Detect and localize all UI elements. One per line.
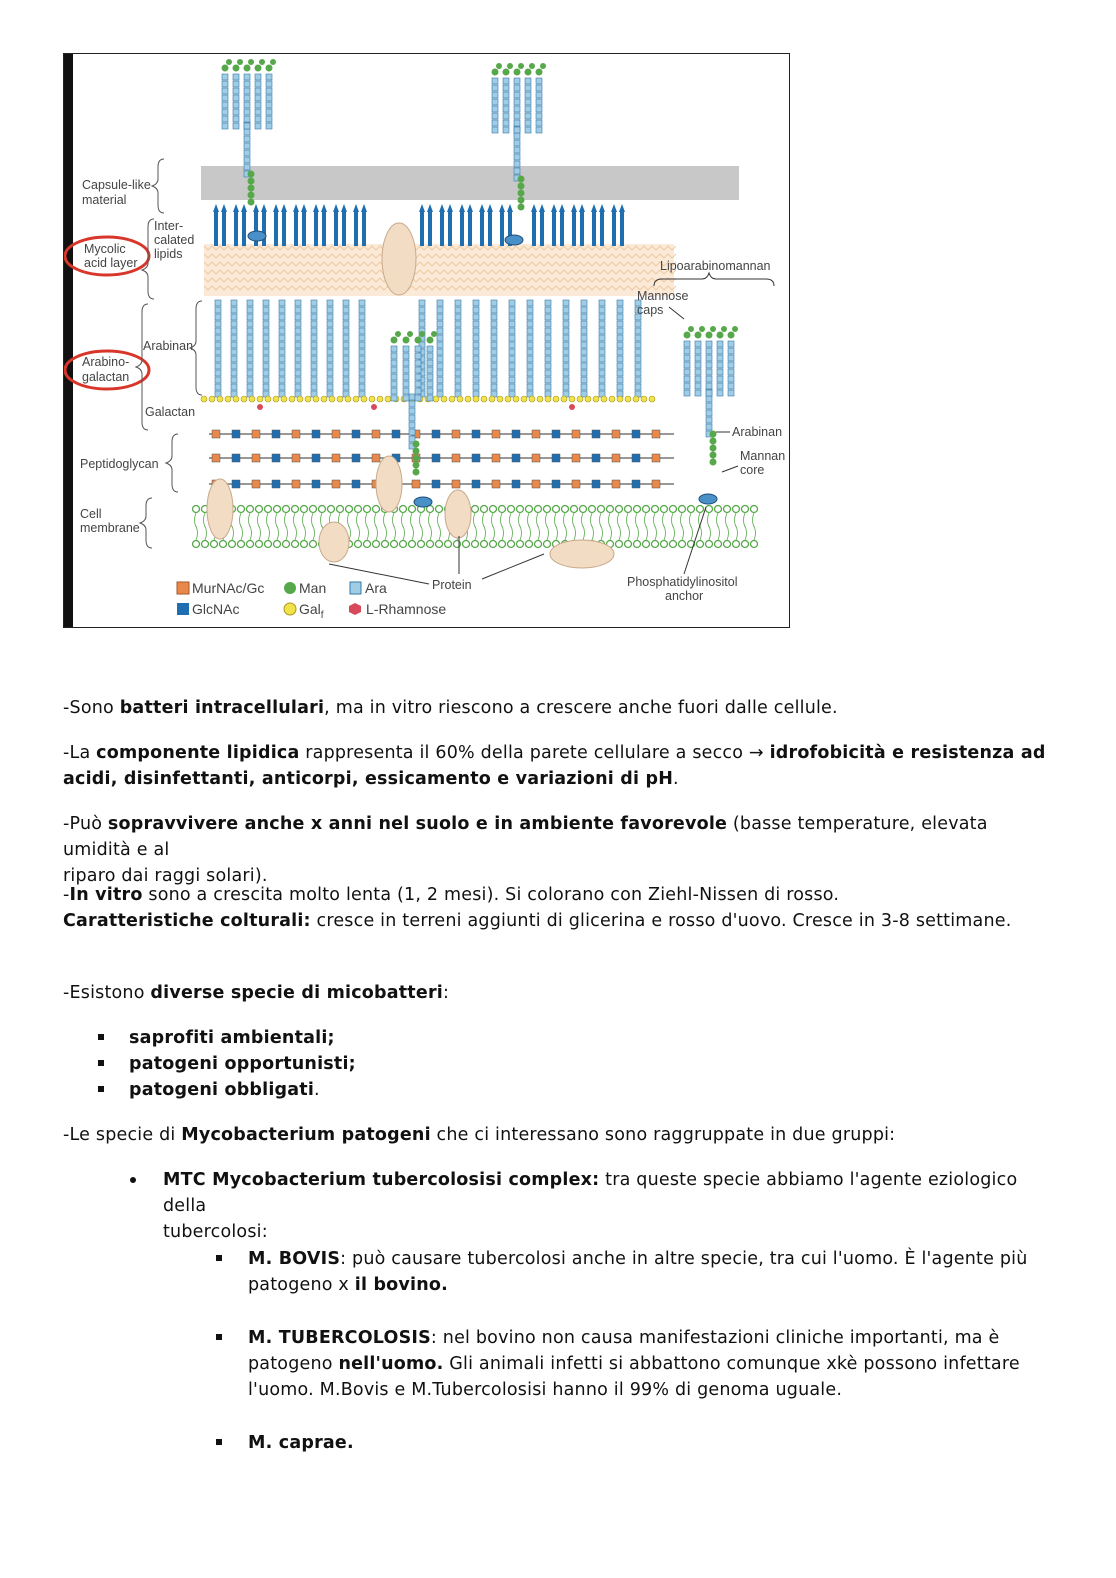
p2-c: rappresenta il 60% della parete cellulare a secco →	[299, 743, 770, 763]
list-item	[129, 1051, 356, 1077]
p1-bold: batteri intracellulari	[119, 698, 325, 718]
bullet-dot	[130, 1177, 136, 1183]
tuberc-f: Gli animali infetti si abbattono comunque xkè possono infettare	[443, 1354, 1020, 1374]
p2-a: -La	[63, 743, 97, 763]
tuberc-c: : nel bovino non causa manifestazioni cliniche importanti, ma è	[430, 1328, 1000, 1348]
paragraph-intracellular	[63, 695, 1050, 721]
paragraph-survival	[63, 811, 1050, 889]
document-body	[63, 0, 1050, 1578]
label-mannose-caps-1: Mannose	[637, 289, 689, 303]
bovis-c: : può causare tubercolosi anche in altre specie, tra cui l'uomo. È l'agente più	[340, 1249, 1028, 1269]
label-phosphatidylinositol-1: Phosphatidylinositol	[627, 575, 738, 589]
label-intercalated-3: lipids	[154, 247, 183, 261]
list-item-mtc	[163, 1167, 1050, 1245]
p3-c: (basse temperature, elevata umidità e al	[63, 814, 988, 860]
list-item	[129, 1025, 335, 1051]
label-intercalated-2: calated	[154, 233, 195, 247]
p5-c: cresce in terreni aggiunti di glicerina e rosso d'uovo. Cresce in 3-8 settimane.	[310, 911, 1012, 931]
list-item-bovis	[248, 1246, 1050, 1298]
label-lipoarabinomannan: Lipoarabinomannan	[660, 259, 771, 273]
label-intercalated-1: Inter-	[154, 219, 184, 233]
legend-galf: Gal$_f$	[299, 601, 324, 621]
p4-c: sono a crescita molto lenta (1, 2 mesi). Si colorano con Ziehl-Nissen di rosso.	[142, 885, 840, 905]
paragraph-pathogens	[63, 1122, 1050, 1148]
label-mycolic-1: Mycolic	[84, 242, 126, 256]
p6-bold: diverse specie di micobatteri	[150, 983, 443, 1003]
p6-c: :	[442, 983, 450, 1003]
label-cell-membrane-2: membrane	[80, 521, 140, 535]
label-phosphatidylinositol-2: anchor	[665, 589, 704, 603]
p4-a: -	[63, 885, 70, 905]
p3-a: -Può	[63, 814, 108, 834]
label-mycolic-2: acid layer	[84, 256, 138, 270]
mtc-d: tubercolosi:	[163, 1222, 268, 1242]
label-cell-membrane-1: Cell	[80, 507, 102, 521]
list-item	[129, 1077, 320, 1103]
mtc-c: tra queste specie abbiamo l'agente eziologico della	[163, 1170, 1018, 1216]
bullet-square-caprae	[216, 1439, 222, 1445]
bovis-bold-2: il bovino.	[354, 1275, 448, 1295]
label-arabinan-right: Arabinan	[732, 425, 783, 439]
p7-a: -Le specie di	[63, 1125, 182, 1145]
label-mannan-core-1: Mannan	[740, 449, 786, 463]
p1-a: -Sono	[63, 698, 120, 718]
label-arabinogalactan-1: Arabino-	[82, 355, 130, 369]
mtc-bold: MTC Mycobacterium tubercolosisi complex:	[163, 1170, 600, 1190]
bovis-bold: M. BOVIS	[248, 1249, 341, 1269]
tuberc-bold: M. TUBERCOLOSIS	[248, 1328, 431, 1348]
label-protein: Protein	[432, 578, 472, 592]
list-item-end: .	[314, 1080, 320, 1100]
paragraph-lipid	[63, 740, 1050, 792]
legend-ara: Ara	[365, 580, 387, 596]
p2-bold-3: acidi, disinfettanti, anticorpi, essicamento e variazioni di pH	[63, 769, 674, 789]
p7-bold: Mycobacterium patogeni	[181, 1125, 431, 1145]
label-capsule-1: Capsule-like	[82, 178, 151, 192]
legend-glcnac: GlcNAc	[192, 601, 240, 617]
p2-f: .	[673, 769, 679, 789]
list-item-text-2: patogeni opportunisti;	[129, 1054, 356, 1074]
paragraph-in-vitro	[63, 882, 1050, 934]
p3-bold: sopravvivere anche x anni nel suolo e in ambiente favorevole	[107, 814, 728, 834]
p6-a: -Esistono	[63, 983, 151, 1003]
list-item-text-1: saprofiti ambientali;	[129, 1028, 335, 1048]
label-mannose-caps-2: caps	[637, 303, 664, 317]
legend-murnac: MurNAc/Gc	[192, 580, 265, 596]
legend-rhamnose: L-Rhamnose	[366, 601, 447, 617]
bullet-square-bovis	[216, 1255, 222, 1261]
legend-man: Man	[299, 580, 327, 596]
list-item-caprae	[248, 1430, 1050, 1456]
label-peptidoglycan: Peptidoglycan	[80, 457, 159, 471]
p3-d: riparo dai raggi solari).	[63, 866, 268, 886]
label-arabinogalactan-2: galactan	[82, 370, 130, 384]
p2-bold: componente lipidica	[96, 743, 300, 763]
bovis-d: patogeno x	[248, 1275, 355, 1295]
p5-bold: Caratteristiche colturali:	[63, 911, 311, 931]
label-mannan-core-2: core	[740, 463, 765, 477]
list-item-text-3: patogeni obbligati	[129, 1080, 315, 1100]
p2-bold-2: idrofobicità e resistenza ad	[769, 743, 1046, 763]
bullet-square-tuberc	[216, 1334, 222, 1340]
p1-c: , ma in vitro riescono a crescere anche fuori dalle cellule.	[324, 698, 838, 718]
label-capsule-2: material	[82, 193, 127, 207]
caprae-bold: M. caprae.	[248, 1433, 354, 1453]
bullet-square-2	[98, 1060, 104, 1066]
tuberc-g: l'uomo. M.Bovis e M.Tubercolosisi hanno il 99% di genoma uguale.	[248, 1380, 843, 1400]
p7-c: che ci interessano sono raggruppate in due gruppi:	[430, 1125, 896, 1145]
bullet-square-3	[98, 1086, 104, 1092]
paragraph-species	[63, 980, 1050, 1006]
list-item-tubercolosis	[248, 1325, 1050, 1403]
bullet-square-1	[98, 1034, 104, 1040]
label-arabinan-left: Arabinan	[143, 339, 194, 353]
p4-bold: In vitro	[69, 885, 143, 905]
tuberc-bold-2: nell'uomo.	[338, 1354, 444, 1374]
tuberc-d: patogeno	[248, 1354, 339, 1374]
label-galactan: Galactan	[145, 405, 196, 419]
